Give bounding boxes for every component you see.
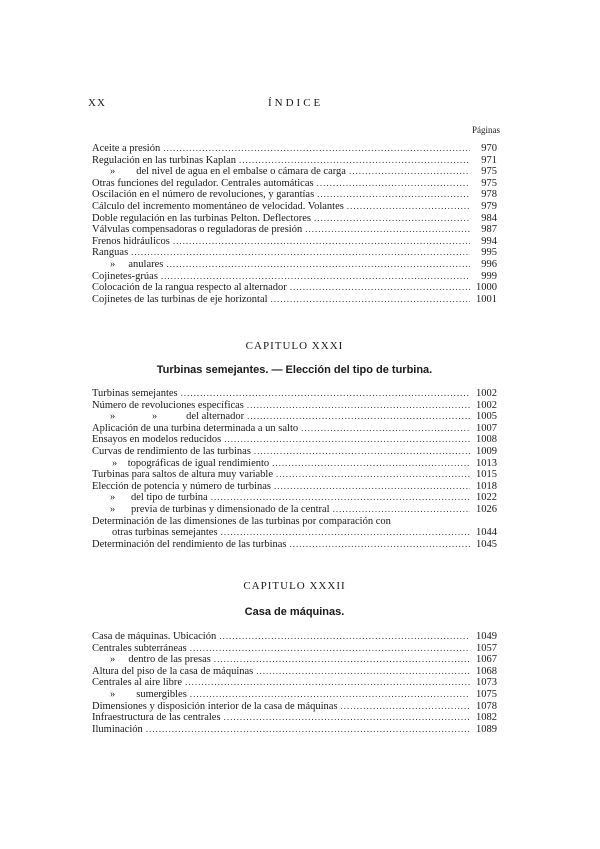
dot-leader: [239, 155, 470, 167]
dot-leader: [272, 458, 470, 470]
toc-entry-title: Cálculo del incremento momentáneo de velocidad. Volantes: [92, 200, 344, 212]
toc-entry-page: 1044: [476, 527, 497, 539]
toc-entry: [92, 631, 497, 643]
toc-entry-page: 1026: [476, 503, 497, 515]
toc-entry-page: 979: [481, 200, 497, 212]
toc-entry-page: 1073: [476, 677, 497, 689]
dot-leader: [214, 654, 470, 666]
toc-entry-title: » » del alternador: [110, 411, 245, 423]
toc-entry: [92, 469, 497, 481]
toc-entry-page: 1082: [476, 712, 497, 724]
toc-entry-page: 999: [481, 270, 497, 282]
dot-leader: [301, 423, 470, 435]
dot-leader: [211, 492, 470, 504]
toc-entry-title: Número de revoluciones específicas: [92, 399, 244, 411]
toc-entry-page: 1015: [476, 469, 497, 481]
toc-entry: [92, 446, 497, 458]
dot-leader: [163, 143, 470, 155]
toc-entry-page: 1001: [476, 293, 497, 305]
toc-entry-title: Altura del piso de la casa de máquinas: [92, 665, 254, 677]
toc-entry: [92, 492, 497, 504]
toc-entry-page: 1078: [476, 700, 497, 712]
toc-entry: [92, 400, 497, 412]
toc-entry-title: Doble regulación en las turbinas Pelton. Deflectores: [92, 212, 311, 224]
toc-entry: [92, 643, 497, 655]
toc-entry-title: Aplicación de una turbina determinada a un salto: [92, 422, 299, 434]
chapter-32-title: Casa de máquinas.: [244, 606, 345, 618]
dot-leader: [256, 666, 470, 678]
dot-leader: [247, 400, 470, 412]
toc-entry-title: » dentro de las presas: [110, 654, 211, 666]
dot-leader: [341, 701, 470, 713]
toc-entry-page: 1075: [476, 688, 497, 700]
page-number: XX: [88, 97, 106, 109]
toc-entry-title: Iluminación: [92, 723, 143, 735]
dot-leader: [314, 213, 470, 225]
dot-leader: [271, 294, 470, 306]
toc-entry: [92, 224, 497, 236]
dot-leader: [224, 434, 470, 446]
toc-entry-title: Determinación del rendimiento de las turbinas: [92, 538, 287, 550]
dot-leader: [247, 411, 470, 423]
toc-entry: [92, 527, 497, 539]
toc-entry-page: 987: [481, 224, 497, 236]
toc-entry: [92, 155, 497, 167]
toc-entry-title: » sumergibles: [110, 688, 187, 700]
chapter-32-heading: CAPITULO XXXII: [243, 580, 346, 592]
toc-entry: [92, 247, 497, 259]
toc-entry-page: 1022: [476, 492, 497, 504]
dot-leader: [305, 224, 470, 236]
toc-entry: [92, 166, 497, 178]
toc-entry: [92, 677, 497, 689]
dot-leader: [190, 689, 470, 701]
toc-entry-page: 1018: [476, 480, 497, 492]
dot-leader: [333, 504, 470, 516]
toc-entry: [92, 434, 497, 446]
dot-leader: [181, 388, 470, 400]
dot-leader: [254, 446, 470, 458]
toc-entry-title: Aceite a presión: [92, 143, 161, 154]
toc-entry-title: Regulación en las turbinas Kaplan: [92, 154, 237, 166]
toc-entry-title: Elección de potencia y número de turbinas: [92, 480, 272, 492]
toc-entry-title: Casa de máquinas. Ubicación: [92, 631, 217, 642]
toc-entry-title: Turbinas semejantes: [92, 388, 178, 399]
toc-entry: [92, 411, 497, 423]
toc-entry-page: 1008: [476, 434, 497, 446]
dot-leader: [131, 247, 470, 259]
dot-leader: [317, 178, 470, 190]
toc-entry-title: Oscilación en el número de revoluciones, y garantías: [92, 189, 315, 201]
dot-leader: [161, 271, 470, 283]
toc-entry-title: » topográficas de igual rendimiento: [112, 457, 270, 469]
toc-entry-title: otras turbinas semejantes: [112, 527, 218, 539]
toc-entry-title: Infraestructura de las centrales: [92, 712, 221, 724]
toc-entry: [92, 481, 497, 493]
toc-entry: [92, 458, 497, 470]
toc-entry: [92, 143, 497, 155]
toc-entry-page: 995: [481, 247, 497, 259]
dot-leader: [274, 481, 470, 493]
toc-entry-page: 1002: [476, 388, 497, 399]
dot-leader: [289, 539, 470, 551]
dot-leader: [276, 469, 470, 481]
toc-entry-page: 1057: [476, 642, 497, 654]
toc-entry: [92, 423, 497, 435]
toc-entry-page: 994: [481, 235, 497, 247]
toc-entry: [92, 236, 497, 248]
dot-leader: [166, 259, 470, 271]
toc-entry: [92, 724, 497, 736]
toc-entry-title: Centrales subterráneas: [92, 642, 187, 654]
dot-leader: [290, 282, 470, 294]
toc-entry-title: » previa de turbinas y dimensionado de la central: [110, 503, 330, 515]
toc-entry-page: 975: [481, 166, 497, 178]
toc-entry: [92, 271, 497, 283]
toc-entry: [92, 201, 497, 213]
toc-entry-page: 978: [481, 189, 497, 201]
toc-entry-page: 1007: [476, 422, 497, 434]
toc-chapter-31: [92, 388, 497, 550]
toc-entry-page: 1067: [476, 654, 497, 666]
toc-entry-page: 1049: [476, 631, 497, 642]
toc-entry: [92, 701, 497, 713]
toc-entry: [92, 388, 497, 400]
toc-entry-page: 1002: [476, 399, 497, 411]
dot-leader: [219, 631, 470, 643]
toc-entry: [92, 712, 497, 724]
toc-entry-page: 996: [481, 258, 497, 270]
toc-entry-page: 1013: [476, 457, 497, 469]
dot-leader: [146, 724, 470, 736]
pages-column-label: Páginas: [472, 125, 500, 135]
toc-entry-page: 1068: [476, 665, 497, 677]
toc-section-1: [92, 143, 497, 305]
toc-entry-title: Determinación de las dimensiones de las turbinas por comparación con: [92, 515, 391, 527]
toc-entry: [92, 654, 497, 666]
dot-leader: [347, 201, 470, 213]
toc-entry: [92, 689, 497, 701]
toc-entry: [92, 294, 497, 306]
toc-entry: [92, 516, 497, 528]
toc-entry-page: 1045: [476, 538, 497, 550]
toc-entry-title: Colocación de la rangua respecto al alternador: [92, 282, 287, 294]
toc-entry: [92, 282, 497, 294]
dot-leader: [173, 236, 470, 248]
toc-entry-title: Curvas de rendimiento de las turbinas: [92, 445, 251, 457]
toc-entry-title: Cojinetes de las turbinas de eje horizontal: [92, 293, 268, 305]
toc-chapter-32: [92, 631, 497, 735]
toc-entry: [92, 178, 497, 190]
dot-leader: [317, 189, 470, 201]
dot-leader: [224, 712, 470, 724]
dot-leader: [349, 166, 470, 178]
toc-entry-page: 1000: [476, 282, 497, 294]
toc-entry-title: Cojinetes-grúas: [92, 270, 158, 282]
toc-entry: [92, 539, 497, 551]
toc-entry-title: » del nivel de agua en el embalse o cámara de carga: [110, 166, 346, 178]
toc-entry-title: » del tipo de turbina: [110, 492, 208, 504]
dot-leader: [190, 643, 470, 655]
toc-entry-title: Frenos hidráulicos: [92, 235, 170, 247]
toc-entry: [92, 504, 497, 516]
toc-entry: [92, 213, 497, 225]
dot-leader: [221, 527, 470, 539]
dot-leader: [185, 677, 470, 689]
toc-entry: [92, 666, 497, 678]
toc-entry-page: 1089: [476, 723, 497, 735]
chapter-31-heading: CAPITULO XXXI: [245, 340, 344, 352]
toc-entry-page: 1005: [476, 411, 497, 423]
toc-entry-page: 1009: [476, 445, 497, 457]
running-head: ÍNDICE: [268, 97, 324, 109]
toc-entry-title: Turbinas para saltos de altura muy variable: [92, 469, 273, 481]
toc-entry-title: Centrales al aire libre: [92, 677, 183, 689]
toc-entry-page: 971: [481, 154, 497, 166]
toc-entry: [92, 189, 497, 201]
toc-entry-page: 984: [481, 212, 497, 224]
toc-entry-title: Ensayos en modelos reducidos: [92, 434, 222, 446]
toc-entry-title: Válvulas compensadoras o reguladoras de presión: [92, 224, 303, 236]
toc-entry-title: Otras funciones del regulador. Centrales automáticas: [92, 177, 314, 189]
chapter-31-title: Turbinas semejantes. — Elección del tipo de turbina.: [156, 364, 433, 376]
toc-entry-page: 970: [481, 143, 497, 154]
toc-entry-title: Dimensiones y disposición interior de la casa de máquinas: [92, 700, 338, 712]
toc-entry-title: » anulares: [110, 258, 164, 270]
toc-entry-title: Ranguas: [92, 247, 129, 259]
toc-entry: [92, 259, 497, 271]
toc-entry-page: 975: [481, 177, 497, 189]
